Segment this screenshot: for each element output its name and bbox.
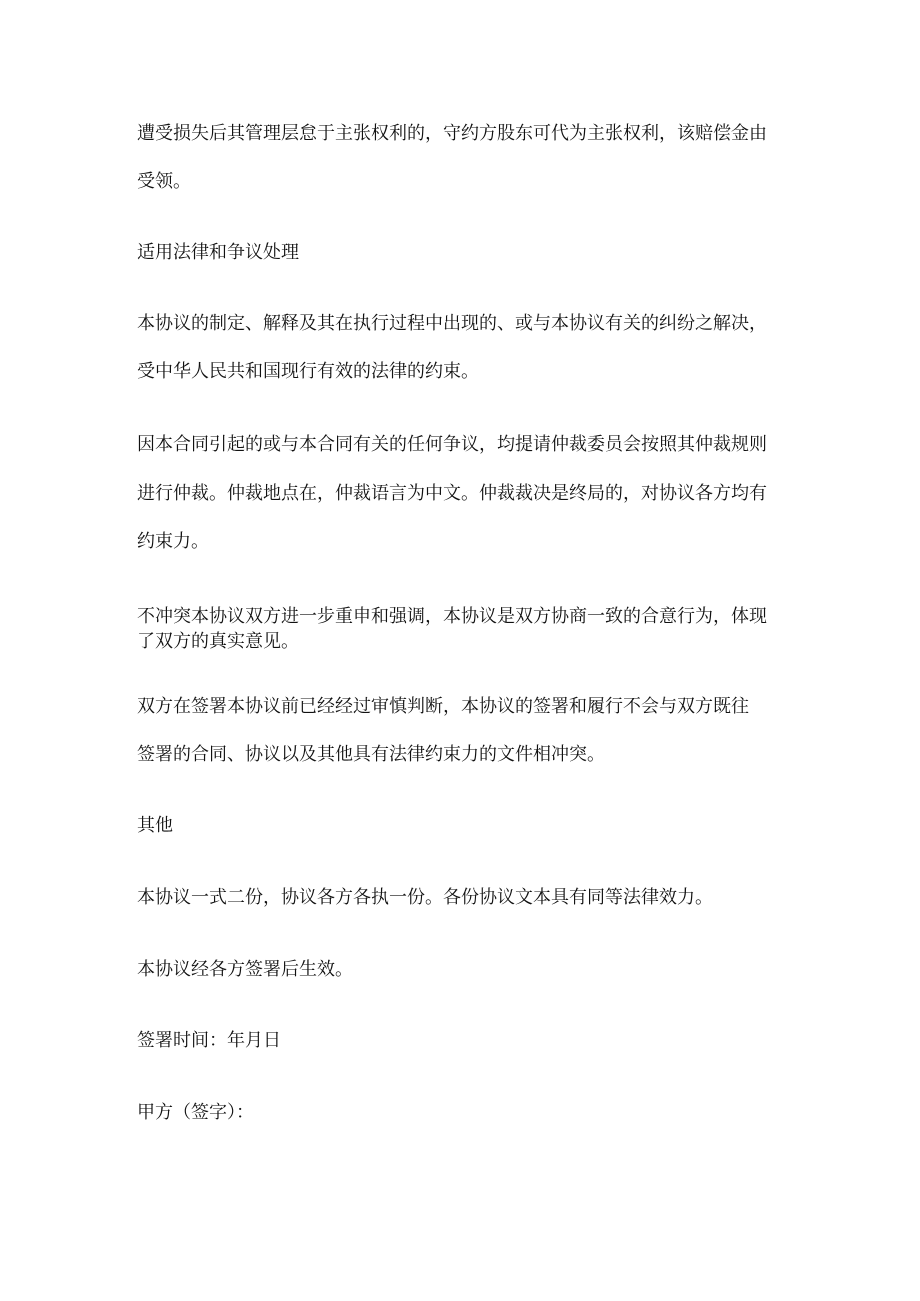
- paragraph-line: 受领。: [137, 171, 191, 192]
- paragraph-line: 双方在签署本协议前已经经过审慎判断，本协议的签署和履行不会与双方既往: [137, 696, 749, 717]
- paragraph-line: 因本合同引起的或与本合同有关的任何争议，均提请仲裁委员会按照其仲裁规则: [137, 434, 767, 455]
- paragraph-line: 了双方的真实意见。: [137, 631, 299, 652]
- paragraph-line: 受中华人民共和国现行有效的法律的约束。: [137, 361, 479, 382]
- paragraph-line: 本协议一式二份，协议各方各执一份。各份协议文本具有同等法律效力。: [137, 887, 713, 908]
- signing-time: 签署时间：年月日: [137, 1030, 281, 1051]
- paragraph-line: 不冲突本协议双方进一步重申和强调，本协议是双方协商一致的合意行为，体现: [137, 606, 767, 627]
- paragraph-line: 本协议的制定、解释及其在执行过程中出现的、或与本协议有关的纠纷之解决，: [137, 313, 767, 334]
- paragraph-line: 遭受损失后其管理层怠于主张权利的，守约方股东可代为主张权利，该赔偿金由: [137, 123, 767, 144]
- paragraph-line: 签署的合同、协议以及其他具有法律约束力的文件相冲突。: [137, 744, 605, 765]
- paragraph-line: 本协议经各方签署后生效。: [137, 959, 353, 980]
- section-heading-law: 适用法律和争议处理: [137, 242, 299, 263]
- party-a-signature-label: 甲方（签字）：: [137, 1102, 254, 1123]
- paragraph-line: 进行仲裁。仲裁地点在，仲裁语言为中文。仲裁裁决是终局的，对协议各方均有: [137, 483, 767, 504]
- section-heading-other: 其他: [137, 815, 173, 836]
- paragraph-line: 约束力。: [137, 531, 209, 552]
